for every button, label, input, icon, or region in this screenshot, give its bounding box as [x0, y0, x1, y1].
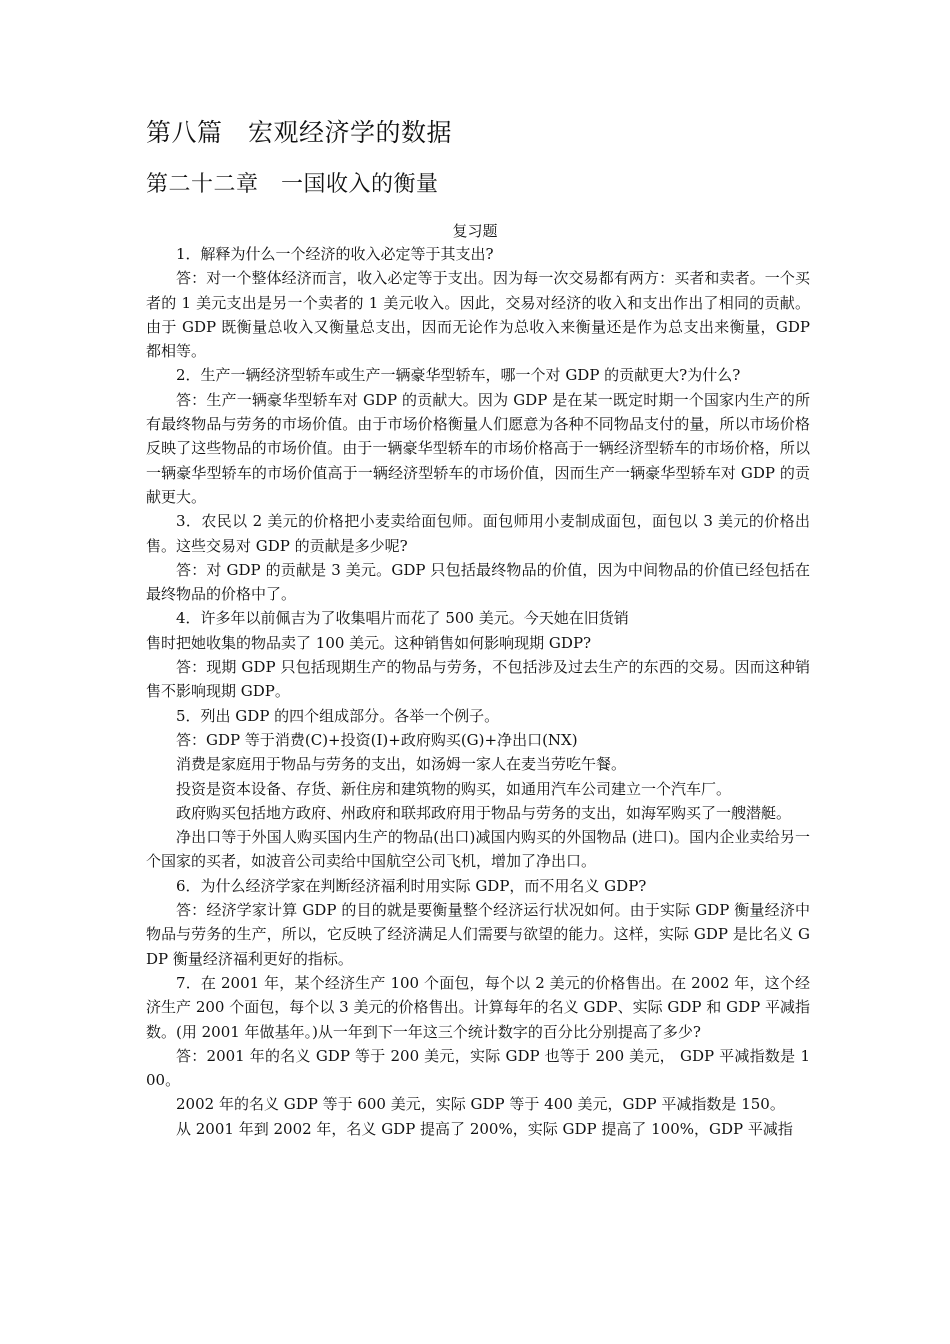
question-6: 6．为什么经济学家在判断经济福利时用实际 GDP，而不用名义 GDP?: [176, 876, 647, 895]
answer-2: 答：生产一辆豪华型轿车对 GDP 的贡献大。因为 GDP 是在某一既定时期一个国家内生产的所有最终物品与劳务的市场价值。由于市场价格衡量人们愿意为各种不同物品支付的量，所以市场价格反映了这些物品的市场价值。由于一辆豪华型轿车的市场价格高于一辆经济型轿车的市场价格，所以一辆豪华型轿车的市场价值高于一辆经济型轿车的市场价值，因而生产一辆豪华型轿车对 GDP 的贡献更大。: [146, 390, 810, 506]
section-title: 复习题: [452, 222, 498, 240]
investment-paragraph: 投资是资本设备、存货、新住房和建筑物的购买，如通用汽车公司建立一个汽车厂。: [176, 779, 732, 798]
answer-7: 答：2001 年的名义 GDP 等于 200 美元，实际 GDP 也等于 200 美元， GDP 平减指数是 100。: [146, 1046, 810, 1090]
part-title: 第八篇 宏观经济学的数据: [146, 118, 453, 147]
question-7: 7．在 2001 年，某个经济生产 100 个面包，每个以 2 美元的价格售出。在 2002 年，这个经济生产 200 个面包，每个以 3 美元的价格售出。计算每年的名义 GDP、实际 GDP 和 GDP 平减指数。(用 2001 年做基年。)从一年到下一年这三个统计数字的百分比分别提高了多少?: [146, 973, 810, 1041]
answer-5: 答：GDP 等于消费(C)+投资(I)+政府购买(G)+净出口(NX): [176, 730, 578, 749]
government-purchases-paragraph: 政府购买包括地方政府、州政府和联邦政府用于物品与劳务的支出，如海军购买了一艘潜艇。: [176, 803, 792, 822]
answer-6: 答：经济学家计算 GDP 的目的就是要衡量整个经济运行状况如何。由于实际 GDP 衡量经济中物品与劳务的生产，所以，它反映了经济满足人们需要与欲望的能力。这样，实际 GDP 是比名义 GDP 衡量经济福利更好的指标。: [146, 901, 810, 968]
answer-1: 答：对一个整体经济而言，收入必定等于支出。因为每一次交易都有两方：买者和卖者。一个买者的 1 美元支出是另一个卖者的 1 美元收入。因此，交易对经济的收入和支出作出了相同的贡献。由于 GDP 既衡量总收入又衡量总支出，因而无论作为总收入来衡量还是作为总支出来衡量，GDP 都相等。: [146, 269, 810, 361]
question-3: 3．农民以 2 美元的价格把小麦卖给面包师。面包师用小麦制成面包，面包以 3 美元的价格出售。这些交易对 GDP 的贡献是多少呢?: [146, 512, 810, 555]
question-1: 1．解释为什么一个经济的收入必定等于其支出?: [176, 245, 494, 263]
question-2: 2．生产一辆经济型轿车或生产一辆豪华型轿车，哪一个对 GDP 的贡献更大?为什么?: [176, 366, 741, 385]
answer-7-year-2002: 2002 年的名义 GDP 等于 600 美元，实际 GDP 等于 400 美元，GDP 平减指数是 150。: [176, 1095, 785, 1114]
answer-7-growth: 从 2001 年到 2002 年，名义 GDP 提高了 200%，实际 GDP 提高了 100%，GDP 平减指: [176, 1119, 793, 1138]
answer-3: 答：对 GDP 的贡献是 3 美元。GDP 只包括最终物品的价值，因为中间物品的价值已经包括在最终物品的价格中了。: [146, 560, 810, 604]
chapter-title: 第二十二章 一国收入的衡量: [146, 172, 439, 197]
question-4-line-1: 4．许多年以前佩吉为了收集唱片而花了 500 美元。今天她在旧货销: [176, 609, 629, 628]
consumption-paragraph: 消费是家庭用于物品与劳务的支出，如汤姆一家人在麦当劳吃午餐。: [176, 755, 627, 774]
document-body: [146, 242, 810, 1141]
question-4-line-2: 售时把她收集的物品卖了 100 美元。这种销售如何影响现期 GDP?: [146, 633, 592, 652]
question-5: 5．列出 GDP 的四个组成部分。各举一个例子。: [176, 706, 500, 725]
net-exports-paragraph: 净出口等于外国人购买国内生产的物品(出口)减国内购买的外国物品 (进口)。国内企业卖给另一个国家的买者，如波音公司卖给中国航空公司飞机，增加了净出口。: [146, 828, 810, 871]
answer-4: 答：现期 GDP 只包括现期生产的物品与劳务，不包括涉及过去生产的东西的交易。因而这种销售不影响现期 GDP。: [146, 658, 810, 701]
